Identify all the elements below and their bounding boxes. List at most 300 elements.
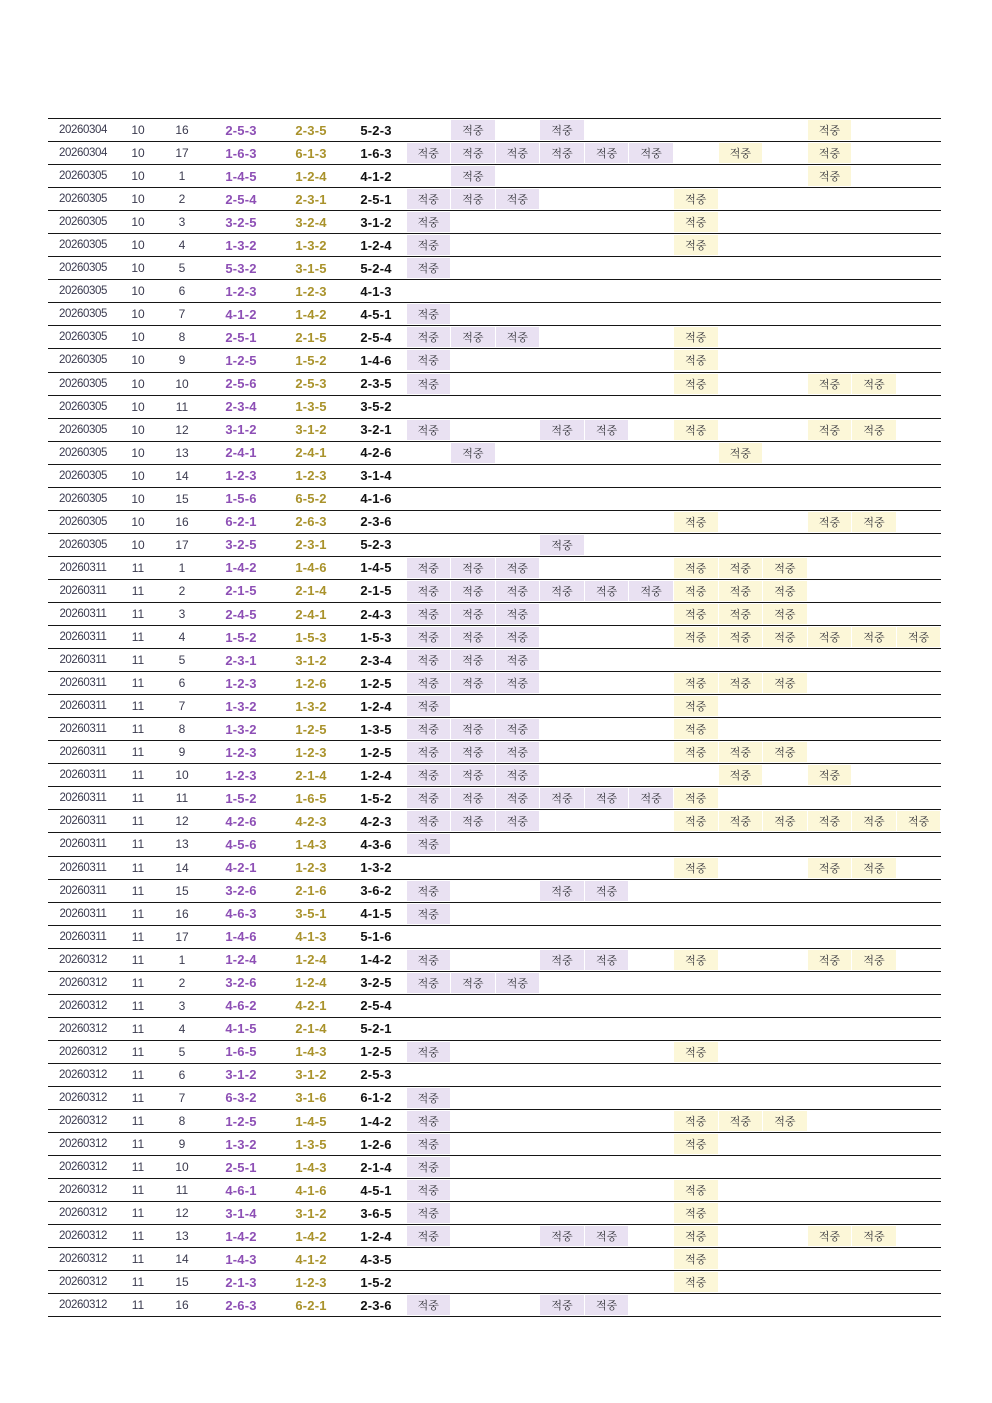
hit-cell-yellow-4 <box>807 1179 852 1201</box>
prediction-set1-cell: 3-2-5 <box>225 214 257 230</box>
hit-cell-yellow-6 <box>896 1179 941 1201</box>
hit-cell-purple-4 <box>540 349 585 371</box>
hit-cell-yellow-2 <box>718 764 763 786</box>
hit-cell-yellow-2 <box>718 741 763 763</box>
hit-badge: 적중 <box>496 765 540 785</box>
hit-cell-yellow-6 <box>896 880 941 902</box>
hit-badge: 적중 <box>763 742 807 762</box>
table-row <box>48 902 941 925</box>
hit-cell-purple-4 <box>540 1294 585 1316</box>
date-cell: 20260305 <box>59 193 107 206</box>
hit-cell-purple-3 <box>495 257 540 279</box>
hit-cell-purple-2 <box>451 626 496 648</box>
hit-cell-purple-3 <box>495 810 540 832</box>
hit-cell-yellow-4 <box>807 764 852 786</box>
round-cell: 10 <box>131 192 145 207</box>
table-row <box>48 648 941 671</box>
hit-badge: 적중 <box>407 558 451 578</box>
hit-cell-yellow-1 <box>673 880 718 902</box>
hit-cell-yellow-2 <box>718 234 763 256</box>
hit-badge: 적중 <box>808 765 852 785</box>
hit-cell-yellow-4 <box>807 396 852 418</box>
hit-cell-purple-6 <box>629 373 674 395</box>
prediction-set2-cell: 1-4-3 <box>295 836 327 852</box>
hit-cell-purple-5 <box>584 603 629 625</box>
date-cell: 20260312 <box>59 976 107 989</box>
hit-cell-purple-4 <box>540 442 585 464</box>
hit-cell-yellow-4 <box>807 1248 852 1270</box>
hit-cell-purple-2 <box>451 465 496 487</box>
result-set-cell: 4-2-3 <box>360 813 392 829</box>
hit-cell-purple-3 <box>495 303 540 325</box>
table-row <box>48 256 941 279</box>
hit-cell-purple-1 <box>406 165 451 187</box>
hit-badge: 적중 <box>407 1111 451 1131</box>
hit-cell-purple-1 <box>406 1179 451 1201</box>
table-row <box>48 1109 941 1132</box>
hit-cell-purple-1 <box>406 1248 451 1270</box>
hit-cell-purple-4 <box>540 165 585 187</box>
hit-badge: 적중 <box>808 143 852 163</box>
hit-cell-yellow-6 <box>896 1248 941 1270</box>
hit-cell-purple-4 <box>540 557 585 579</box>
table-row <box>48 487 941 510</box>
hit-cell-yellow-6 <box>896 926 941 948</box>
hit-cell-purple-5 <box>584 903 629 925</box>
date-cell: 20260311 <box>59 838 107 851</box>
hit-cell-purple-3 <box>495 234 540 256</box>
prediction-set2-cell: 1-4-5 <box>295 1113 327 1129</box>
hit-cell-purple-6 <box>629 396 674 418</box>
hit-cell-yellow-6 <box>896 1202 941 1224</box>
hit-cell-purple-3 <box>495 1225 540 1247</box>
hit-badge: 적중 <box>674 1249 718 1269</box>
hit-cell-yellow-6 <box>896 373 941 395</box>
hit-badge: 적중 <box>407 1295 451 1315</box>
hit-cell-yellow-6 <box>896 1041 941 1063</box>
hit-cell-purple-3 <box>495 188 540 210</box>
hit-badge: 적중 <box>407 235 451 255</box>
hit-cell-purple-3 <box>495 1064 540 1086</box>
hit-cell-purple-1 <box>406 419 451 441</box>
hit-badge: 적중 <box>407 627 451 647</box>
hit-cell-yellow-3 <box>763 1087 808 1109</box>
hit-cell-yellow-3 <box>763 972 808 994</box>
hit-cell-purple-2 <box>451 718 496 740</box>
hit-cell-purple-4 <box>540 211 585 233</box>
round-cell: 11 <box>131 837 145 852</box>
hit-cell-purple-6 <box>629 142 674 164</box>
table-row <box>48 441 941 464</box>
hit-cell-purple-4 <box>540 787 585 809</box>
hit-badge: 적중 <box>451 719 495 739</box>
hit-badge: 적중 <box>496 189 540 209</box>
hit-cell-yellow-5 <box>852 1018 897 1040</box>
hit-cell-purple-2 <box>451 1018 496 1040</box>
hit-cell-purple-3 <box>495 326 540 348</box>
hit-badge: 적중 <box>407 765 451 785</box>
hit-cell-purple-4 <box>540 1156 585 1178</box>
hit-badge: 적중 <box>719 143 763 163</box>
hit-cell-purple-2 <box>451 741 496 763</box>
round-cell: 11 <box>131 1090 145 1105</box>
hit-cell-yellow-5 <box>852 626 897 648</box>
hit-cell-yellow-3 <box>763 787 808 809</box>
date-cell: 20260312 <box>59 1138 107 1151</box>
round-cell: 11 <box>131 560 145 575</box>
hit-cell-yellow-4 <box>807 1225 852 1247</box>
hit-cell-purple-1 <box>406 488 451 510</box>
round-cell: 11 <box>131 929 145 944</box>
hit-cell-purple-1 <box>406 396 451 418</box>
hit-cell-purple-6 <box>629 534 674 556</box>
result-set-cell: 3-5-2 <box>360 399 392 415</box>
hit-cell-yellow-2 <box>718 465 763 487</box>
hit-cell-purple-5 <box>584 1064 629 1086</box>
hit-cell-purple-2 <box>451 326 496 348</box>
date-cell: 20260305 <box>59 308 107 321</box>
hit-cell-purple-4 <box>540 1110 585 1132</box>
hit-cell-purple-3 <box>495 1156 540 1178</box>
prediction-set1-cell: 4-6-1 <box>225 1182 257 1198</box>
game-number-cell: 7 <box>178 1090 186 1105</box>
hit-cell-purple-5 <box>584 188 629 210</box>
hit-cell-purple-5 <box>584 1041 629 1063</box>
date-cell: 20260311 <box>59 723 107 736</box>
hit-cell-purple-6 <box>629 349 674 371</box>
hit-cell-yellow-2 <box>718 1133 763 1155</box>
hit-cell-yellow-5 <box>852 603 897 625</box>
hit-cell-yellow-2 <box>718 695 763 717</box>
hit-cell-yellow-6 <box>896 1064 941 1086</box>
hit-cell-purple-2 <box>451 810 496 832</box>
hit-cell-purple-2 <box>451 488 496 510</box>
game-number-cell: 13 <box>175 445 189 460</box>
hit-cell-yellow-1 <box>673 1271 718 1293</box>
hit-cell-purple-3 <box>495 165 540 187</box>
hit-cell-yellow-3 <box>763 373 808 395</box>
hit-cell-yellow-1 <box>673 649 718 671</box>
hit-cell-purple-1 <box>406 880 451 902</box>
table-row <box>48 348 941 371</box>
hit-cell-purple-5 <box>584 373 629 395</box>
hit-cell-yellow-2 <box>718 373 763 395</box>
hit-cell-yellow-2 <box>718 672 763 694</box>
game-number-cell: 6 <box>178 676 186 691</box>
table-row <box>48 233 941 256</box>
hit-badge: 적중 <box>585 950 629 970</box>
hit-cell-yellow-5 <box>852 926 897 948</box>
date-cell: 20260305 <box>59 538 107 551</box>
hit-cell-yellow-3 <box>763 672 808 694</box>
game-number-cell: 7 <box>178 699 186 714</box>
hit-cell-yellow-4 <box>807 142 852 164</box>
prediction-set1-cell: 3-1-4 <box>225 1205 257 1221</box>
game-number-cell: 4 <box>178 630 186 645</box>
prediction-set1-cell: 2-1-5 <box>225 583 257 599</box>
hit-badge: 적중 <box>763 558 807 578</box>
date-cell: 20260311 <box>59 584 107 597</box>
hit-badge: 적중 <box>496 742 540 762</box>
hit-cell-purple-1 <box>406 833 451 855</box>
hit-cell-yellow-3 <box>763 488 808 510</box>
hit-badge: 적중 <box>451 327 495 347</box>
hit-badge: 적중 <box>540 881 584 901</box>
table-row <box>48 740 941 763</box>
hit-badge: 적중 <box>808 811 852 831</box>
round-cell: 11 <box>131 1021 145 1036</box>
hit-cell-yellow-1 <box>673 1294 718 1316</box>
hit-cell-yellow-1 <box>673 1110 718 1132</box>
hit-cell-purple-4 <box>540 234 585 256</box>
round-cell: 11 <box>131 1298 145 1313</box>
prediction-set2-cell: 2-1-5 <box>295 329 327 345</box>
hit-cell-purple-6 <box>629 764 674 786</box>
hit-cell-purple-3 <box>495 1248 540 1270</box>
hit-cell-yellow-4 <box>807 626 852 648</box>
game-number-cell: 10 <box>175 768 189 783</box>
hit-cell-yellow-1 <box>673 165 718 187</box>
prediction-set1-cell: 3-2-5 <box>225 537 257 553</box>
hit-cell-yellow-6 <box>896 995 941 1017</box>
hit-cell-purple-1 <box>406 511 451 533</box>
hit-cell-yellow-4 <box>807 557 852 579</box>
hit-cell-purple-3 <box>495 1041 540 1063</box>
hit-cell-yellow-6 <box>896 810 941 832</box>
game-number-cell: 17 <box>175 146 189 161</box>
hit-cell-purple-6 <box>629 1110 674 1132</box>
hit-cell-yellow-2 <box>718 119 763 141</box>
date-cell: 20260305 <box>59 354 107 367</box>
hit-cell-purple-4 <box>540 419 585 441</box>
result-set-cell: 2-3-6 <box>360 514 392 530</box>
prediction-set1-cell: 2-1-3 <box>225 1274 257 1290</box>
hit-cell-purple-6 <box>629 303 674 325</box>
hit-cell-purple-2 <box>451 419 496 441</box>
hit-cell-purple-2 <box>451 349 496 371</box>
hit-badge: 적중 <box>852 627 896 647</box>
hit-cell-purple-3 <box>495 119 540 141</box>
hit-cell-purple-5 <box>584 880 629 902</box>
prediction-set2-cell: 2-3-5 <box>295 122 327 138</box>
hit-cell-yellow-3 <box>763 1064 808 1086</box>
hit-cell-purple-2 <box>451 949 496 971</box>
hit-cell-yellow-5 <box>852 442 897 464</box>
hit-cell-yellow-2 <box>718 1225 763 1247</box>
table-row <box>48 948 941 971</box>
hit-cell-yellow-4 <box>807 1294 852 1316</box>
hit-cell-purple-3 <box>495 373 540 395</box>
prediction-set2-cell: 1-2-3 <box>295 283 327 299</box>
hit-cell-yellow-6 <box>896 718 941 740</box>
hit-cell-purple-2 <box>451 280 496 302</box>
date-cell: 20260305 <box>59 170 107 183</box>
hit-cell-purple-4 <box>540 119 585 141</box>
hit-cell-purple-1 <box>406 1018 451 1040</box>
hit-cell-purple-2 <box>451 1041 496 1063</box>
hit-cell-purple-2 <box>451 833 496 855</box>
hit-cell-purple-2 <box>451 511 496 533</box>
hit-badge: 적중 <box>407 696 451 716</box>
hit-cell-purple-1 <box>406 1064 451 1086</box>
result-set-cell: 2-5-4 <box>360 998 392 1014</box>
result-set-cell: 1-3-5 <box>360 721 392 737</box>
table-row <box>48 395 941 418</box>
round-cell: 10 <box>131 468 145 483</box>
hit-cell-yellow-4 <box>807 903 852 925</box>
hit-cell-purple-1 <box>406 211 451 233</box>
hit-cell-yellow-2 <box>718 326 763 348</box>
hit-badge: 적중 <box>585 1295 629 1315</box>
hit-cell-yellow-4 <box>807 1087 852 1109</box>
prediction-set1-cell: 1-2-3 <box>225 767 257 783</box>
hit-cell-yellow-2 <box>718 188 763 210</box>
table-row <box>48 210 941 233</box>
table-row <box>48 717 941 740</box>
hit-cell-yellow-2 <box>718 787 763 809</box>
game-number-cell: 14 <box>175 468 189 483</box>
hit-cell-yellow-5 <box>852 511 897 533</box>
prediction-set1-cell: 2-5-1 <box>225 1159 257 1175</box>
prediction-set2-cell: 6-2-1 <box>295 1297 327 1313</box>
hit-badge: 적중 <box>451 811 495 831</box>
hit-cell-purple-5 <box>584 396 629 418</box>
result-set-cell: 2-5-1 <box>360 191 392 207</box>
prediction-set1-cell: 1-5-2 <box>225 629 257 645</box>
hit-cell-yellow-1 <box>673 995 718 1017</box>
round-cell: 11 <box>131 722 145 737</box>
hit-cell-yellow-5 <box>852 1294 897 1316</box>
hit-badge: 적중 <box>674 512 718 532</box>
hit-cell-yellow-3 <box>763 695 808 717</box>
prediction-set2-cell: 2-5-3 <box>295 376 327 392</box>
hit-cell-yellow-3 <box>763 1156 808 1178</box>
hit-cell-yellow-5 <box>852 695 897 717</box>
hit-cell-yellow-2 <box>718 349 763 371</box>
hit-cell-yellow-5 <box>852 119 897 141</box>
table-row <box>48 925 941 948</box>
hit-cell-purple-5 <box>584 419 629 441</box>
prediction-set2-cell: 3-1-2 <box>295 652 327 668</box>
result-set-cell: 5-2-1 <box>360 1021 392 1037</box>
hit-cell-yellow-4 <box>807 1202 852 1224</box>
hit-badge: 적중 <box>496 650 540 670</box>
date-cell: 20260312 <box>59 1299 107 1312</box>
prediction-set1-cell: 2-5-6 <box>225 376 257 392</box>
date-cell: 20260311 <box>59 677 107 690</box>
round-cell: 11 <box>131 676 145 691</box>
hit-badge: 적중 <box>674 235 718 255</box>
hit-cell-purple-1 <box>406 810 451 832</box>
hit-cell-yellow-3 <box>763 857 808 879</box>
hit-cell-purple-6 <box>629 1064 674 1086</box>
hit-cell-purple-2 <box>451 442 496 464</box>
hit-cell-purple-3 <box>495 142 540 164</box>
prediction-set2-cell: 1-4-2 <box>295 306 327 322</box>
hit-badge: 적중 <box>496 581 540 601</box>
hit-cell-yellow-4 <box>807 695 852 717</box>
date-cell: 20260311 <box>59 746 107 759</box>
hit-cell-yellow-2 <box>718 442 763 464</box>
game-number-cell: 2 <box>178 583 186 598</box>
hit-cell-yellow-1 <box>673 1202 718 1224</box>
hit-badge: 적중 <box>540 950 584 970</box>
game-number-cell: 16 <box>175 123 189 138</box>
hit-cell-yellow-1 <box>673 234 718 256</box>
hit-cell-purple-3 <box>495 280 540 302</box>
hit-cell-purple-4 <box>540 1248 585 1270</box>
hit-cell-yellow-4 <box>807 995 852 1017</box>
hit-cell-purple-2 <box>451 672 496 694</box>
hit-badge: 적중 <box>407 1180 451 1200</box>
hit-cell-purple-5 <box>584 534 629 556</box>
hit-badge: 적중 <box>407 1042 451 1062</box>
hit-badge: 적중 <box>451 581 495 601</box>
hit-cell-yellow-4 <box>807 257 852 279</box>
date-cell: 20260312 <box>59 999 107 1012</box>
hit-cell-yellow-4 <box>807 373 852 395</box>
hit-cell-yellow-4 <box>807 580 852 602</box>
hit-cell-purple-5 <box>584 303 629 325</box>
round-cell: 11 <box>131 1114 145 1129</box>
hit-cell-purple-2 <box>451 1087 496 1109</box>
hit-cell-purple-3 <box>495 764 540 786</box>
prediction-set2-cell: 3-1-2 <box>295 422 327 438</box>
hit-cell-purple-1 <box>406 949 451 971</box>
hit-cell-purple-1 <box>406 1110 451 1132</box>
hit-badge: 적중 <box>407 834 451 854</box>
date-cell: 20260304 <box>59 124 107 137</box>
hit-cell-yellow-2 <box>718 972 763 994</box>
hit-badge: 적중 <box>719 558 763 578</box>
round-cell: 10 <box>131 123 145 138</box>
hit-cell-yellow-5 <box>852 972 897 994</box>
result-set-cell: 2-1-4 <box>360 1159 392 1175</box>
hit-cell-yellow-6 <box>896 1133 941 1155</box>
round-cell: 11 <box>131 1044 145 1059</box>
hit-badge: 적중 <box>407 788 451 808</box>
hit-cell-purple-1 <box>406 442 451 464</box>
hit-cell-yellow-3 <box>763 1133 808 1155</box>
prediction-set2-cell: 3-1-2 <box>295 1205 327 1221</box>
hit-cell-purple-3 <box>495 880 540 902</box>
hit-cell-yellow-4 <box>807 419 852 441</box>
table-row <box>48 302 941 325</box>
hit-cell-purple-2 <box>451 787 496 809</box>
hit-badge: 적중 <box>674 420 718 440</box>
hit-badge: 적중 <box>451 627 495 647</box>
hit-badge: 적중 <box>674 1226 718 1246</box>
hit-cell-yellow-4 <box>807 880 852 902</box>
result-set-cell: 1-2-4 <box>360 237 392 253</box>
hit-cell-purple-6 <box>629 903 674 925</box>
hit-cell-purple-5 <box>584 995 629 1017</box>
hit-cell-purple-6 <box>629 511 674 533</box>
prediction-set1-cell: 1-4-2 <box>225 560 257 576</box>
hit-cell-yellow-1 <box>673 442 718 464</box>
hit-badge: 적중 <box>763 1111 807 1131</box>
hit-cell-purple-5 <box>584 764 629 786</box>
result-set-cell: 3-2-5 <box>360 975 392 991</box>
prediction-set2-cell: 1-2-5 <box>295 721 327 737</box>
hit-badge: 적중 <box>629 788 673 808</box>
hit-cell-yellow-3 <box>763 1248 808 1270</box>
hit-cell-purple-3 <box>495 1087 540 1109</box>
result-set-cell: 3-1-2 <box>360 214 392 230</box>
hit-cell-purple-4 <box>540 1133 585 1155</box>
hit-cell-yellow-6 <box>896 234 941 256</box>
hit-cell-yellow-5 <box>852 303 897 325</box>
